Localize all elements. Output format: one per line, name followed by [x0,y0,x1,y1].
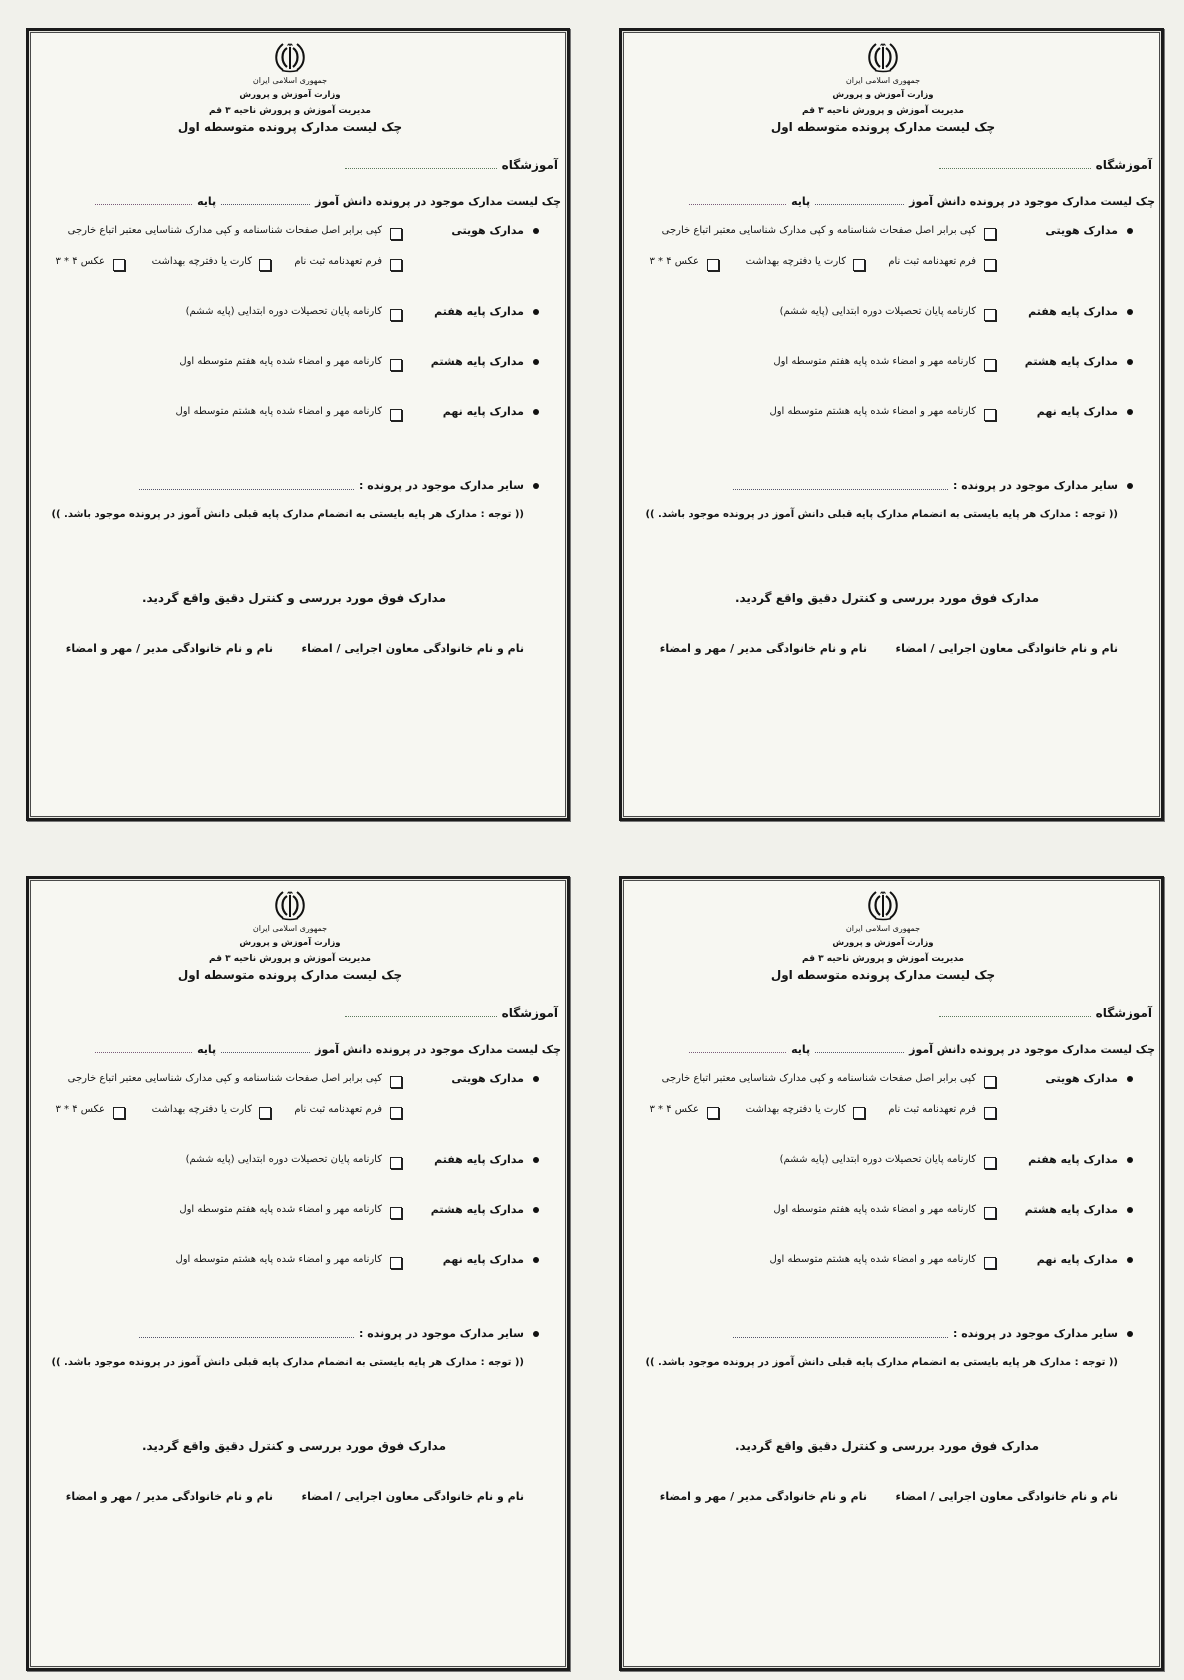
header-ministry: وزارت آموزش و پرورش [239,90,341,100]
registration-form-checkbox[interactable] [984,259,996,271]
student-name-field[interactable] [221,1052,310,1053]
birth-certificate-checkbox[interactable] [984,1076,996,1088]
grade7-report-label: کارنامه مهر و امضاء شده پایه هفتم متوسطه اول [179,356,382,367]
other-docs-group [139,1326,524,1342]
student-check-row [689,1040,1155,1058]
grade8-docs-row [29,354,567,370]
bullet [1127,1076,1133,1082]
grade8-report-label: کارنامه مهر و امضاء شده پایه هشتم متوسطه اول [769,406,976,417]
birth-certificate-label: کپی برابر اصل صفحات شناسنامه و کپی مدارک شناسایی معتبر اتباع خارجی [661,1073,976,1084]
bullet [1127,228,1133,234]
bullet [1127,309,1133,315]
grade-label: پایه [791,1042,811,1056]
student-check-row [95,1040,561,1058]
school-name-field[interactable] [939,1016,1091,1017]
grade8-report-checkbox[interactable] [984,409,996,421]
school-row [939,1004,1152,1022]
bullet [533,1207,539,1213]
grade7-report-checkbox[interactable] [390,1207,402,1219]
registration-form-checkbox[interactable] [390,1107,402,1119]
other-docs-row [622,478,1161,494]
school-label: آموزشگاه [1095,1006,1152,1020]
header-directorate: مدیریت آموزش و پرورش ناحیه ۳ قم [209,106,371,116]
grade6-report-label: کارنامه پایان تحصیلات دوره ابتدایی (پایه ششم) [185,306,382,317]
grade7-report-label: کارنامه مهر و امضاء شده پایه هفتم متوسطه اول [773,1204,976,1215]
identity-docs-row [622,223,1161,239]
registration-form-label: فرم تعهدنامه ثبت نام [294,256,382,267]
grade8-report-checkbox[interactable] [390,1257,402,1269]
note-text: (( توجه : مدارک هر پایه بایستی به انضمام مدارک پایه قبلی دانش آموز در پرونده موجود باشد. )) [645,509,1118,520]
grade9-docs-label: مدارک پایه نهم [442,1253,524,1266]
school-row [345,1004,558,1022]
checklist-form-bottom-right [619,876,1164,1671]
identity-docs-row [622,1071,1161,1087]
other-docs-label: سایر مدارک موجود در پرونده : [953,1327,1118,1340]
grade6-report-checkbox[interactable] [984,1157,996,1169]
bullet [1127,1331,1133,1337]
identity-docs-row-2 [622,1102,1161,1118]
grade7-docs-label: مدارک پایه هفتم [434,1153,524,1166]
grade-label: پایه [791,194,811,208]
grade9-docs-label: مدارک پایه نهم [1036,1253,1118,1266]
emblem-icon [867,889,899,921]
checklist-form-top-left [26,28,570,821]
grade6-report-checkbox[interactable] [390,309,402,321]
birth-certificate-checkbox[interactable] [390,228,402,240]
other-docs-label: سایر مدارک موجود در پرونده : [359,479,524,492]
health-card-label: کارت یا دفترچه بهداشت [745,256,846,267]
other-docs-group [733,478,1118,494]
grade7-docs-row [622,1152,1161,1168]
grade7-docs-label: مدارک پایه هفتم [1028,1153,1118,1166]
grade-label: پایه [197,194,217,208]
photo-label: عکس ۴ * ۳ [55,256,105,267]
grade8-report-checkbox[interactable] [390,409,402,421]
deputy-signature-label: نام و نام خانوادگی معاون اجرایی / امضاء [895,1490,1118,1503]
other-docs-label: سایر مدارک موجود در پرونده : [953,479,1118,492]
health-card-checkbox[interactable] [259,259,271,271]
bullet [533,1157,539,1163]
health-card-label: کارت یا دفترچه بهداشت [151,256,252,267]
bullet [533,1076,539,1082]
grade7-report-checkbox[interactable] [984,1207,996,1219]
form-title: چک لیست مدارک پرونده متوسطه اول [770,120,996,134]
header-directorate: مدیریت آموزش و پرورش ناحیه ۳ قم [802,954,964,964]
other-docs-group [733,1326,1118,1342]
grade6-report-label: کارنامه پایان تحصیلات دوره ابتدایی (پایه ششم) [185,1154,382,1165]
photo-label: عکس ۴ * ۳ [649,1104,699,1115]
grade8-report-label: کارنامه مهر و امضاء شده پایه هشتم متوسطه اول [769,1254,976,1265]
health-card-label: کارت یا دفترچه بهداشت [745,1104,846,1115]
grade8-docs-row [29,1202,567,1218]
grade8-docs-label: مدارک پایه هشتم [1024,355,1118,368]
principal-signature-label: نام و نام خانوادگی مدیر / مهر و امضاء [659,1490,867,1503]
header-directorate: مدیریت آموزش و پرورش ناحیه ۳ قم [802,106,964,116]
grade7-docs-row [29,1152,567,1168]
bullet [1127,1207,1133,1213]
grade7-report-checkbox[interactable] [984,359,996,371]
bullet [1127,483,1133,489]
identity-docs-row-2 [29,1102,567,1118]
bullet [533,1331,539,1337]
student-check-label: چک لیست مدارک موجود در پرونده دانش آموز [909,194,1155,208]
other-docs-row [622,1326,1161,1342]
grade-field[interactable] [95,1052,192,1053]
emblem-icon [274,889,306,921]
grade7-report-label: کارنامه مهر و امضاء شده پایه هفتم متوسطه اول [773,356,976,367]
identity-docs-label: مدارک هویتی [1045,1072,1118,1085]
birth-certificate-label: کپی برابر اصل صفحات شناسنامه و کپی مدارک شناسایی معتبر اتباع خارجی [67,225,382,236]
grade8-report-label: کارنامه مهر و امضاء شده پایه هشتم متوسطه اول [175,1254,382,1265]
birth-certificate-checkbox[interactable] [390,1076,402,1088]
grade-field[interactable] [95,204,192,205]
header-directorate: مدیریت آموزش و پرورش ناحیه ۳ قم [209,954,371,964]
deputy-signature-label: نام و نام خانوادگی معاون اجرایی / امضاء [301,642,524,655]
other-docs-label: سایر مدارک موجود در پرونده : [359,1327,524,1340]
registration-form-checkbox[interactable] [390,259,402,271]
bullet [1127,359,1133,365]
student-check-label: چک لیست مدارک موجود در پرونده دانش آموز [315,1042,561,1056]
header-ministry: وزارت آموزش و پرورش [832,938,934,948]
grade9-docs-row [29,404,567,420]
form-title: چک لیست مدارک پرونده متوسطه اول [177,968,403,982]
photo-checkbox[interactable] [113,1107,125,1119]
birth-certificate-checkbox[interactable] [984,228,996,240]
verified-statement: مدارک فوق مورد بررسی و کنترل دقیق واقع گردید. [734,1439,1040,1453]
photo-checkbox[interactable] [707,1107,719,1119]
grade8-report-checkbox[interactable] [984,1257,996,1269]
other-docs-field[interactable] [733,1337,948,1338]
grade7-docs-row [29,304,567,320]
identity-docs-label: مدارک هویتی [451,224,524,237]
identity-docs-label: مدارک هویتی [1045,224,1118,237]
bullet [533,409,539,415]
deputy-signature-label: نام و نام خانوادگی معاون اجرایی / امضاء [895,642,1118,655]
verified-statement: مدارک فوق مورد بررسی و کنترل دقیق واقع گردید. [141,1439,447,1453]
bullet [1127,409,1133,415]
emblem-icon [867,41,899,73]
grade-field[interactable] [689,204,786,205]
school-row [939,156,1152,174]
grade8-docs-label: مدارک پایه هشتم [430,355,524,368]
school-name-field[interactable] [939,168,1091,169]
form-title: چک لیست مدارک پرونده متوسطه اول [177,120,403,134]
grade6-report-checkbox[interactable] [390,1157,402,1169]
student-check-label: چک لیست مدارک موجود در پرونده دانش آموز [315,194,561,208]
identity-docs-label: مدارک هویتی [451,1072,524,1085]
school-label: آموزشگاه [501,158,558,172]
student-check-label: چک لیست مدارک موجود در پرونده دانش آموز [909,1042,1155,1056]
student-check-row [689,192,1155,210]
header-ministry: وزارت آموزش و پرورش [239,938,341,948]
grade-label: پایه [197,1042,217,1056]
registration-form-label: فرم تعهدنامه ثبت نام [888,256,976,267]
checklist-form-top-right [619,28,1164,821]
photo-checkbox[interactable] [707,259,719,271]
grade7-docs-row [622,304,1161,320]
grade7-report-label: کارنامه مهر و امضاء شده پایه هفتم متوسطه اول [179,1204,382,1215]
other-docs-field[interactable] [139,1337,354,1338]
identity-docs-row-2 [29,254,567,270]
grade8-report-label: کارنامه مهر و امضاء شده پایه هشتم متوسطه اول [175,406,382,417]
grade9-docs-row [622,404,1161,420]
identity-docs-row [29,223,567,239]
bullet [1127,1157,1133,1163]
health-card-checkbox[interactable] [259,1107,271,1119]
header-country: جمهوری اسلامی ایران [845,76,921,85]
identity-docs-row-2 [622,254,1161,270]
note-text: (( توجه : مدارک هر پایه بایستی به انضمام مدارک پایه قبلی دانش آموز در پرونده موجود باشد. )) [51,1357,524,1368]
grade6-report-checkbox[interactable] [984,309,996,321]
grade7-docs-label: مدارک پایه هفتم [1028,305,1118,318]
grade9-docs-label: مدارک پایه نهم [442,405,524,418]
birth-certificate-label: کپی برابر اصل صفحات شناسنامه و کپی مدارک شناسایی معتبر اتباع خارجی [661,225,976,236]
bullet [533,483,539,489]
header-country: جمهوری اسلامی ایران [845,924,921,933]
student-name-field[interactable] [815,204,904,205]
other-docs-row [29,1326,567,1342]
other-docs-field[interactable] [139,489,354,490]
grade8-docs-label: مدارک پایه هشتم [430,1203,524,1216]
principal-signature-label: نام و نام خانوادگی مدیر / مهر و امضاء [65,642,273,655]
school-name-field[interactable] [345,1016,497,1017]
student-name-field[interactable] [815,1052,904,1053]
bullet [533,1257,539,1263]
deputy-signature-label: نام و نام خانوادگی معاون اجرایی / امضاء [301,1490,524,1503]
grade7-report-checkbox[interactable] [390,359,402,371]
photo-label: عکس ۴ * ۳ [55,1104,105,1115]
photo-label: عکس ۴ * ۳ [649,256,699,267]
registration-form-checkbox[interactable] [984,1107,996,1119]
grade8-docs-row [622,354,1161,370]
registration-form-label: فرم تعهدنامه ثبت نام [888,1104,976,1115]
grade6-report-label: کارنامه پایان تحصیلات دوره ابتدایی (پایه ششم) [779,1154,976,1165]
other-docs-row [29,478,567,494]
school-row [345,156,558,174]
photo-checkbox[interactable] [113,259,125,271]
grade8-docs-row [622,1202,1161,1218]
note-text: (( توجه : مدارک هر پایه بایستی به انضمام مدارک پایه قبلی دانش آموز در پرونده موجود باشد. )) [645,1357,1118,1368]
header-ministry: وزارت آموزش و پرورش [832,90,934,100]
principal-signature-label: نام و نام خانوادگی مدیر / مهر و امضاء [65,1490,273,1503]
health-card-label: کارت یا دفترچه بهداشت [151,1104,252,1115]
school-label: آموزشگاه [1095,158,1152,172]
note-text: (( توجه : مدارک هر پایه بایستی به انضمام مدارک پایه قبلی دانش آموز در پرونده موجود باشد. )) [51,509,524,520]
grade6-report-label: کارنامه پایان تحصیلات دوره ابتدایی (پایه ششم) [779,306,976,317]
school-name-field[interactable] [345,168,497,169]
form-title: چک لیست مدارک پرونده متوسطه اول [770,968,996,982]
grade-field[interactable] [689,1052,786,1053]
health-card-checkbox[interactable] [853,259,865,271]
verified-statement: مدارک فوق مورد بررسی و کنترل دقیق واقع گردید. [141,591,447,605]
bullet [1127,1257,1133,1263]
bullet [533,309,539,315]
bullet [533,228,539,234]
principal-signature-label: نام و نام خانوادگی مدیر / مهر و امضاء [659,642,867,655]
birth-certificate-label: کپی برابر اصل صفحات شناسنامه و کپی مدارک شناسایی معتبر اتباع خارجی [67,1073,382,1084]
verified-statement: مدارک فوق مورد بررسی و کنترل دقیق واقع گردید. [734,591,1040,605]
student-check-row [95,192,561,210]
grade9-docs-label: مدارک پایه نهم [1036,405,1118,418]
other-docs-field[interactable] [733,489,948,490]
grade8-docs-label: مدارک پایه هشتم [1024,1203,1118,1216]
identity-docs-row [29,1071,567,1087]
grade9-docs-row [29,1252,567,1268]
registration-form-label: فرم تعهدنامه ثبت نام [294,1104,382,1115]
grade9-docs-row [622,1252,1161,1268]
header-country: جمهوری اسلامی ایران [252,76,328,85]
checklist-form-bottom-left [26,876,570,1671]
emblem-icon [274,41,306,73]
header-country: جمهوری اسلامی ایران [252,924,328,933]
health-card-checkbox[interactable] [853,1107,865,1119]
other-docs-group [139,478,524,494]
school-label: آموزشگاه [501,1006,558,1020]
bullet [533,359,539,365]
student-name-field[interactable] [221,204,310,205]
grade7-docs-label: مدارک پایه هفتم [434,305,524,318]
